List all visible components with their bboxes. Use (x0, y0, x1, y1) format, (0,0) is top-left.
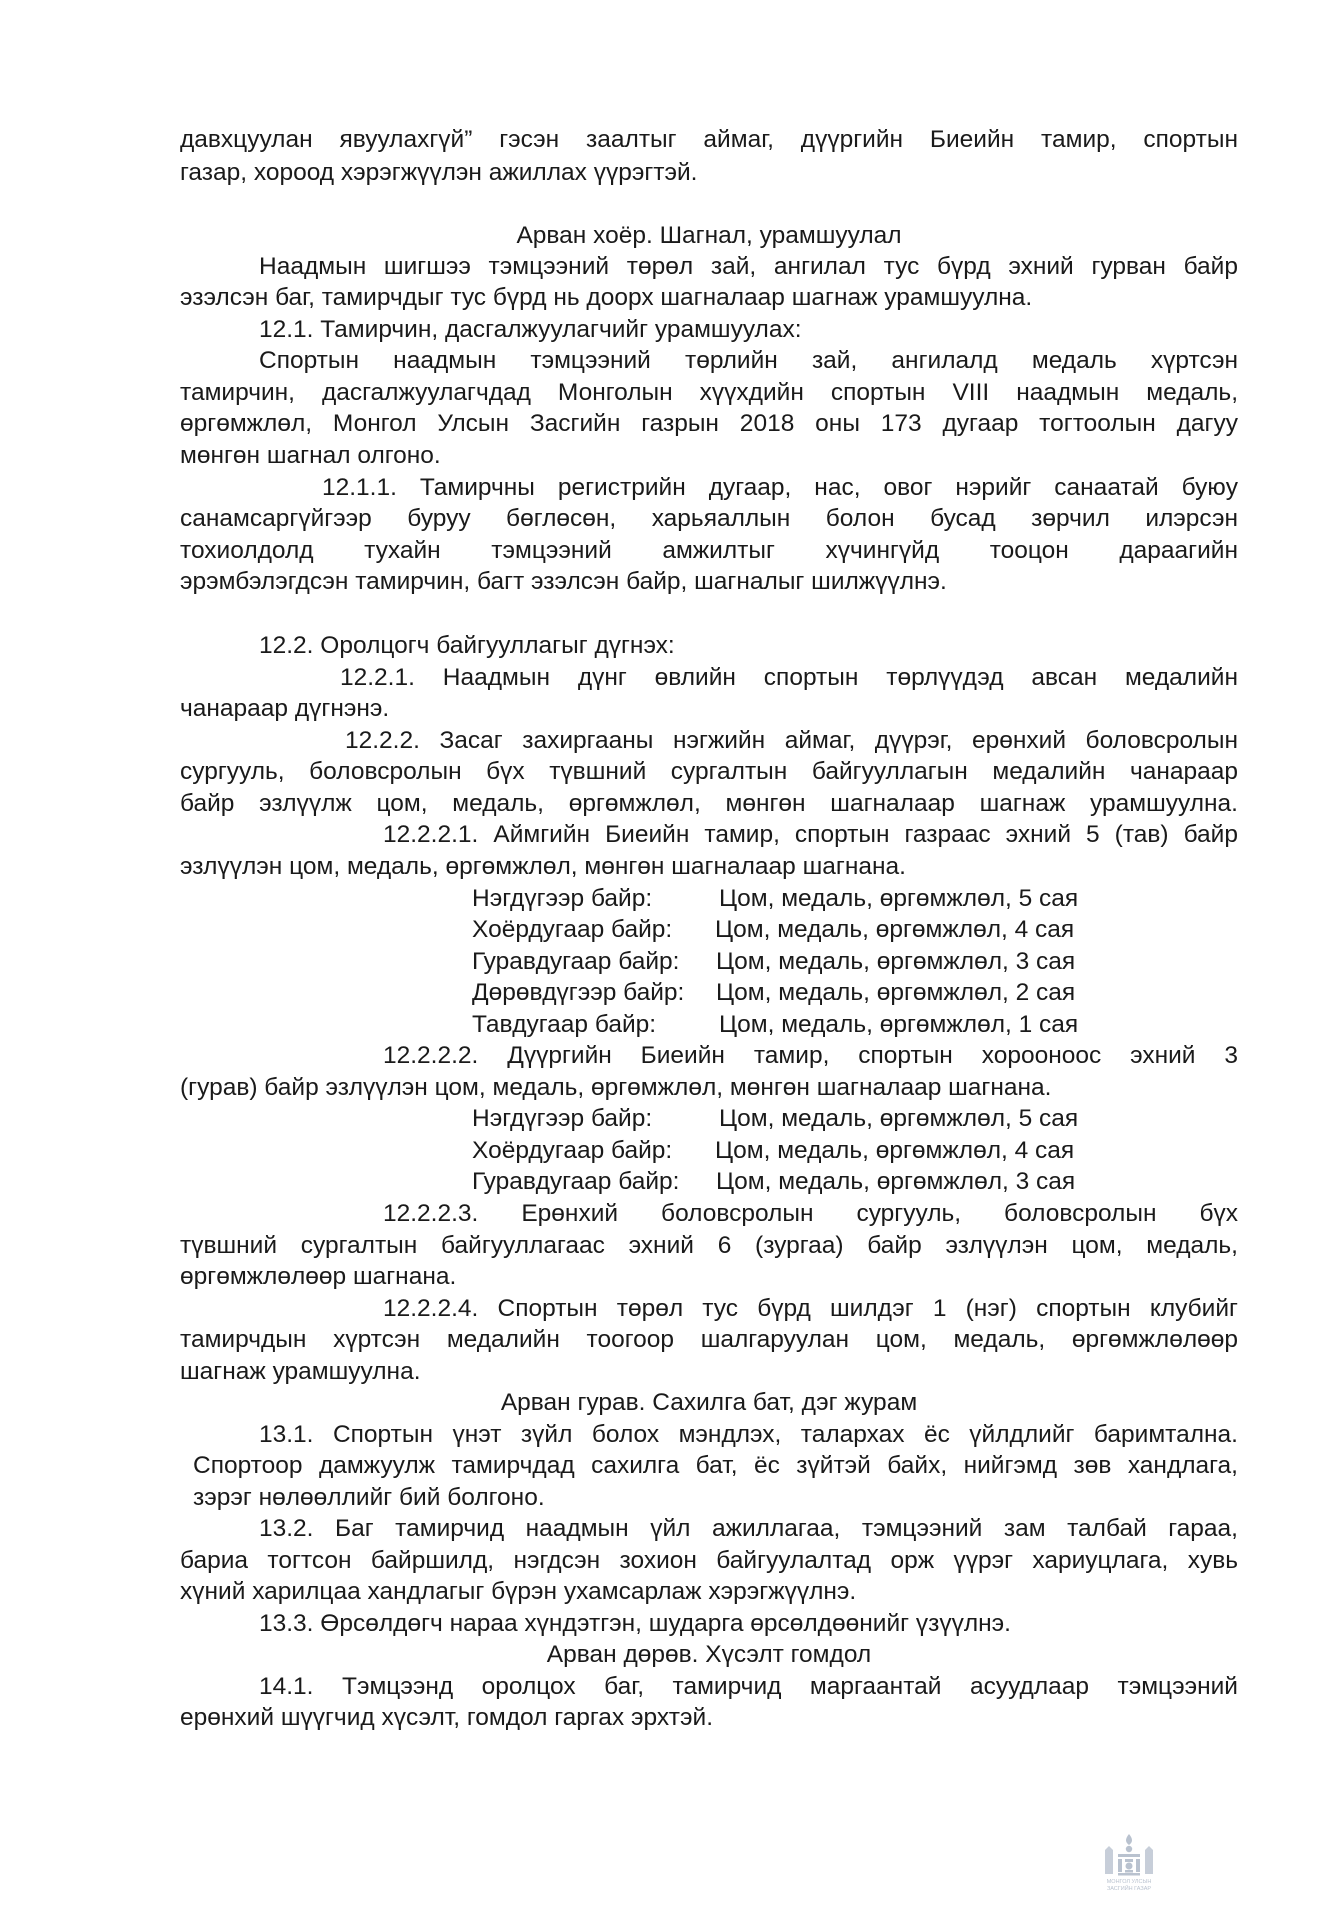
prize-rank: Гуравдугаар байр: (472, 1168, 680, 1195)
paragraph-line: санамсаргүйгээр буруу бөглөсөн, харьяаллын болон бусад зөрчил илэрсэн (180, 505, 1238, 532)
prize-value: Цом, медаль, өргөмжлөл, 5 сая (719, 885, 1079, 912)
svg-text:ЗАСГИЙН ГАЗАР: ЗАСГИЙН ГАЗАР (1106, 1886, 1152, 1892)
paragraph-line: сургууль, боловсролын бүх түвшний сургалтын байгууллагын медалийн чанараар (180, 758, 1238, 785)
paragraph-line: 12.1. Тамирчин, дасгалжуулагчийг урамшуулах: (259, 316, 802, 343)
paragraph-line: хүний харилцаа хандлагыг бүрэн ухамсарлаж хэрэгжүүлнэ. (180, 1578, 857, 1605)
prize-rank: Дөрөвдүгээр байр: (472, 979, 685, 1006)
paragraph-line: Спортоор дамжуулж тамирчдад сахилга бат, ёс зүйтэй байх, нийгэмд зөв хандлага, (193, 1452, 1238, 1479)
paragraph-line: эзэлсэн баг, тамирчдыг тус бүрд нь доорх шагналаар шагнаж урамшуулна. (180, 284, 1033, 311)
paragraph-line: бариа тогтсон байршилд, нэгдсэн зохион байгуулалтад орж үүрэг хариуцлага, хувь (180, 1547, 1238, 1574)
prize-rank: Тавдугаар байр: (472, 1011, 657, 1038)
paragraph-line: (гурав) байр эзлүүлэн цом, медаль, өргөмжлөл, мөнгөн шагналаар шагнана. (180, 1074, 1052, 1101)
prize-rank: Нэгдүгээр байр: (472, 885, 653, 912)
paragraph-line: давхцуулан явуулахгүй” гэсэн заалтыг аймаг, дүүргийн Биеийн тамир, спортын (180, 126, 1238, 153)
paragraph-line: тохиолдолд тухайн тэмцээний амжилтыг хүчингүйд тооцон дараагийн (180, 537, 1238, 564)
paragraph-line: 12.2.2.1. Аймгийн Биеийн тамир, спортын газраас эхний 5 (тав) байр (383, 821, 1238, 848)
prize-value: Цом, медаль, өргөмжлөл, 1 сая (719, 1011, 1079, 1038)
soyombo-emblem-icon (1095, 1830, 1163, 1892)
paragraph-line: Спортын наадмын тэмцээний төрлийн зай, ангилалд медаль хүртсэн (259, 347, 1238, 374)
section-heading: Арван гурав. Сахилга бат, дэг журам (500, 1389, 918, 1416)
prize-rank: Хоёрдугаар байр: (472, 916, 673, 943)
paragraph-line: чанараар дүгнэнэ. (180, 695, 390, 722)
prize-rank: Хоёрдугаар байр: (472, 1137, 673, 1164)
prize-rank: Гуравдугаар байр: (472, 948, 680, 975)
paragraph-line: тамирчин, дасгалжуулагчдад Монголын хүүхдийн спортын VIII наадмын медаль, (180, 379, 1238, 406)
prize-value: Цом, медаль, өргөмжлөл, 2 сая (716, 979, 1076, 1006)
prize-value: Цом, медаль, өргөмжлөл, 3 сая (716, 948, 1076, 975)
paragraph-line: 13.2. Баг тамирчид наадмын үйл ажиллагаа, тэмцээний зам талбай гараа, (259, 1515, 1238, 1542)
paragraph-line: шагнаж урамшуулна. (180, 1358, 421, 1385)
government-emblem-logo (1095, 1830, 1163, 1892)
prize-value: Цом, медаль, өргөмжлөл, 4 сая (715, 916, 1075, 943)
paragraph-line: түвшний сургалтын байгууллагаас эхний 6 (зургаа) байр эзлүүлэн цом, медаль, (180, 1232, 1238, 1259)
paragraph-line: 13.1. Спортын үнэт зүйл болох мэндлэх, талархах ёс үйлдлийг баримтална. (259, 1421, 1238, 1448)
prize-rank: Нэгдүгээр байр: (472, 1105, 653, 1132)
prize-value: Цом, медаль, өргөмжлөл, 4 сая (715, 1137, 1075, 1164)
paragraph-line: газар, хороод хэрэгжүүлэн ажиллах үүрэгтэй. (180, 159, 698, 186)
paragraph-line: өргөмжлөл, Монгол Улсын Засгийн газрын 2018 оны 173 дугаар тогтоолын дагуу (180, 410, 1238, 437)
section-heading: Арван хоёр. Шагнал, урамшуулал (516, 222, 902, 249)
paragraph-line: тамирчдын хүртсэн медалийн тоогоор шалгаруулан цом, медаль, өргөмжлөлөөр (180, 1326, 1238, 1353)
paragraph-line: 12.2.1. Наадмын дүнг өвлийн спортын төрлүүдэд авсан медалийн (340, 664, 1238, 691)
prize-value: Цом, медаль, өргөмжлөл, 5 сая (719, 1105, 1079, 1132)
paragraph-line: 12.2.2. Засаг захиргааны нэгжийн аймаг, дүүрэг, ерөнхий боловсролын (345, 727, 1238, 754)
paragraph-line: 12.1.1. Тамирчны регистрийн дугаар, нас, овог нэрийг санаатай буюу (322, 474, 1238, 501)
section-heading: Арван дөрөв. Хүсэлт гомдол (546, 1641, 872, 1668)
paragraph-line: 14.1. Тэмцээнд оролцох баг, тамирчид маргаантай асуудлаар тэмцээний (259, 1673, 1238, 1700)
paragraph-line: 12.2.2.4. Спортын төрөл тус бүрд шилдэг 1 (нэг) спортын клубийг (383, 1295, 1238, 1322)
paragraph-line: мөнгөн шагнал олгоно. (180, 442, 441, 469)
paragraph-line: 12.2.2.2. Дүүргийн Биеийн тамир, спортын хорооноос эхний 3 (383, 1042, 1238, 1069)
svg-text:МОНГОЛ УЛСЫН: МОНГОЛ УЛСЫН (1106, 1879, 1152, 1885)
paragraph-line: Наадмын шигшээ тэмцээний төрөл зай, ангилал тус бүрд эхний гурван байр (259, 253, 1238, 280)
paragraph-line: эрэмбэлэгдсэн тамирчин, багт эзэлсэн байр, шагналыг шилжүүлнэ. (180, 568, 947, 595)
paragraph-line: байр эзлүүлж цом, медаль, өргөмжлөл, мөнгөн шагналаар шагнаж урамшуулна. (180, 790, 1238, 817)
paragraph-line: ерөнхий шүүгчид хүсэлт, гомдол гаргах эрхтэй. (180, 1704, 714, 1731)
paragraph-line: 12.2. Оролцогч байгууллагыг дүгнэх: (259, 632, 675, 659)
prize-value: Цом, медаль, өргөмжлөл, 3 сая (716, 1168, 1076, 1195)
paragraph-line: 13.3. Өрсөлдөгч нараа хүндэтгэн, шударга өрсөлдөөнийг үзүүлнэ. (259, 1610, 1011, 1637)
paragraph-line: зэрэг нөлөөллийг бий болгоно. (193, 1484, 545, 1511)
paragraph-line: эзлүүлэн цом, медаль, өргөмжлөл, мөнгөн шагналаар шагнана. (180, 853, 906, 880)
paragraph-line: өргөмжлөлөөр шагнана. (180, 1263, 457, 1290)
paragraph-line: 12.2.2.3. Ерөнхий боловсролын сургууль, боловсролын бүх (383, 1200, 1238, 1227)
